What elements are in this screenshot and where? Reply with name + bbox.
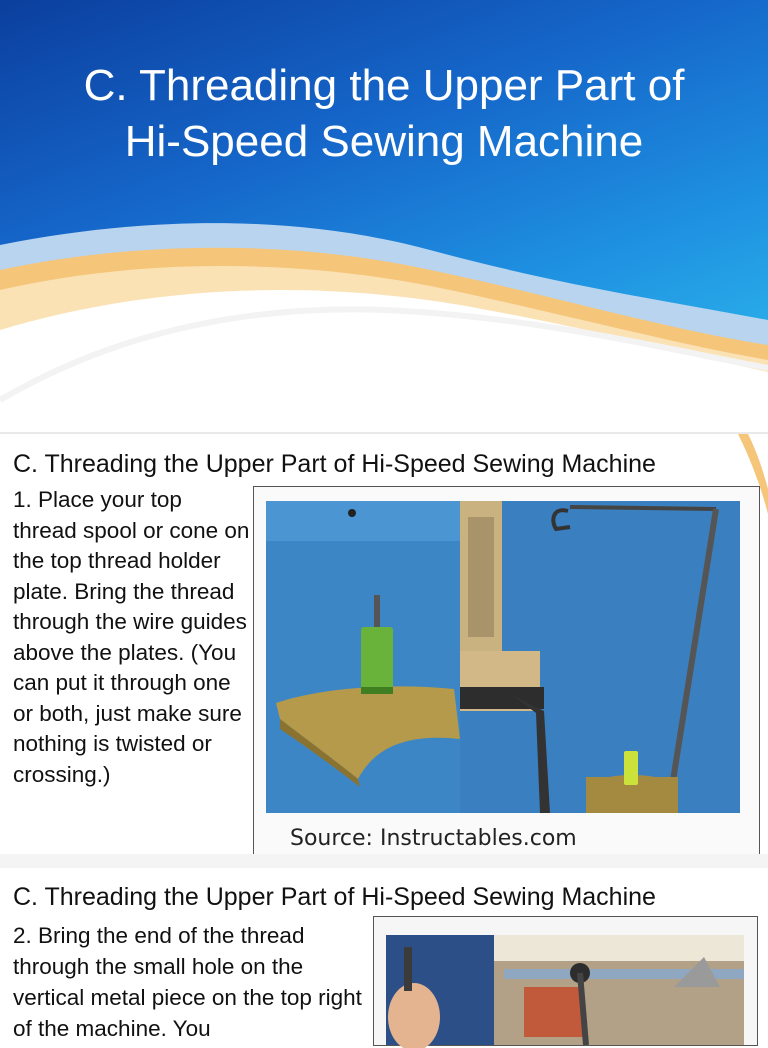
step-2-slide	[0, 868, 768, 1041]
thread-spool-photo	[254, 487, 758, 855]
title-slide	[0, 0, 768, 432]
step-1-photo	[253, 486, 760, 858]
slide-heading: C. Threading the Upper Part of Hi-Speed Sewing Machine	[13, 883, 656, 911]
slide-heading: C. Threading the Upper Part of Hi-Speed Sewing Machine	[13, 450, 656, 478]
slide-title-line2: Hi-Speed Sewing Machine	[124, 117, 644, 166]
slide-divider	[0, 854, 768, 868]
step-1-text: 1. Place your top thread spool or cone on the top thread holder plate. Bring the thread through the wire guides above the plates. (You can put it through one or both, just make sure nothing is twisted or crossing.)	[13, 487, 250, 787]
slide-title	[20, 58, 748, 170]
photo-source-caption: Source: Instructables.com	[290, 826, 577, 851]
thread-spool-icon	[361, 627, 393, 693]
step-1-slide	[0, 434, 768, 854]
sewing-room-photo	[374, 917, 756, 1043]
step-2-photo	[373, 916, 758, 1046]
slide-title-line1: C. Threading the Upper Part of	[83, 61, 685, 110]
step-2-text: 2. Bring the end of the thread through the small hole on the vertical metal piece on the top right of the machine. You	[13, 923, 362, 1041]
